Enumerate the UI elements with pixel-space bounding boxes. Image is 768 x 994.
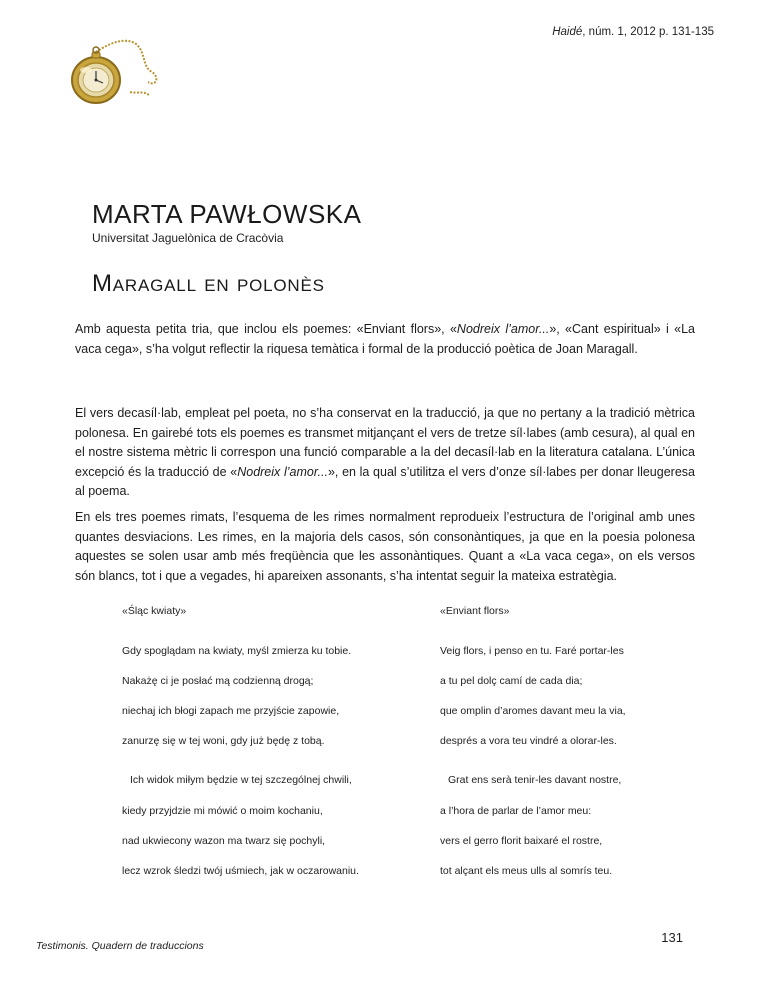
poem-line-pl-5: Ich widok miłym będzie w tej szczególnej chwili, <box>130 774 352 786</box>
poem-title-polish: «Śląc kwiaty» <box>122 605 187 617</box>
poem-line-ca-6: a l’hora de parlar de l’amor meu: <box>440 805 592 817</box>
author-name: MARTA PAWŁOWSKA <box>92 199 362 229</box>
poem-line-pl-6: kiedy przyjdzie mi mówić o moim kochaniu, <box>122 805 323 817</box>
article-title: Maragall en polonès <box>92 270 325 297</box>
poem-line-ca-7: vers el gerro florit baixaré el rostre, <box>440 835 603 847</box>
poem-line-pl-1: Gdy spoglądam na kwiaty, myśl zmierza ku tobie. <box>122 645 352 657</box>
poem-title-catalan: «Enviant flors» <box>440 605 510 617</box>
poem-line-pl-8: lecz wzrok śledzi twój uśmiech, jak w oczarowaniu. <box>122 865 359 877</box>
paragraph-1-italic-title: Nodreix l’amor... <box>456 322 550 336</box>
paragraph-2 <box>75 404 695 502</box>
poem-line-ca-5: Grat ens serà tenir-les davant nostre, <box>448 774 622 786</box>
page-number: 131 <box>661 930 683 945</box>
poem-line-ca-1: Veig flors, i penso en tu. Faré portar-les <box>440 645 624 657</box>
journal-citation <box>552 26 714 38</box>
poem-line-pl-2: Nakażę ci je posłać mą codzienną drogą; <box>122 675 314 687</box>
paragraph-3: En els tres poemes rimats, l’esquema de les rimes normalment reprodueix l’estructura de l’original amb unes quantes desviacions. Les rimes, en la majoria dels casos, són consonàntiques, ja que en la poesia polonesa aquestes se solen usar amb més freqüència que les assonàntiques. Quant a «La vaca cega», on els versos són blancs, tot i que a vegades, hi apareixen assonants, s’ha intentat seguir la mateixa estratègia. <box>75 510 695 583</box>
poem-line-pl-3: niechaj ich błogi zapach me przyjście zapowie, <box>122 705 340 717</box>
citation-details: , núm. 1, 2012 p. 131-135 <box>582 26 714 38</box>
pocket-watch-icon <box>56 22 166 122</box>
poem-line-ca-2: a tu pel dolç camí de cada dia; <box>440 675 583 687</box>
author-affiliation: Universitat Jaguelònica de Cracòvia <box>92 231 284 245</box>
poem-line-ca-4: després a vora teu vindré a olorar-les. <box>440 735 617 747</box>
paragraph-1-text-c: », «Cant espiritual» i «La vaca cega», s’ha volgut reflectir la riquesa temàtica i formal de la producció poètica de Joan Maragall. <box>75 322 695 356</box>
paragraph-2-text-a: El vers decasíl·lab, empleat pel poeta, no s’ha conservat en la traducció, ja que no pertany a la tradició mètrica polonesa. En gairebé tots els poemes es transmet mitjançant el vers de tretze síl·labes (amb cesura), al qual en el nostre sistema mètric li correspon una funció comparable a la del decasíl·lab en la literatura catalana. L’única excepció és la traducció de « <box>75 406 695 479</box>
paragraph-1-text-a: Amb aquesta petita tria, que inclou els poemes: «Enviant flors», « <box>75 322 457 336</box>
poem-line-ca-3: que omplin d’aromes davant meu la via, <box>440 705 626 717</box>
paragraph-1 <box>75 320 695 359</box>
poem-line-pl-7: nad ukwiecony wazon ma twarz się pochyli, <box>122 835 326 847</box>
paragraph-2-italic-title: Nodreix l’amor... <box>237 464 328 479</box>
paragraph-2-text-c: », en la qual s’utilitza el vers d’onze síl·labes per donar lleugeresa al poema. <box>75 464 695 498</box>
publication-footer: Testimonis. Quadern de traduccions <box>36 940 204 952</box>
journal-name: Haidé <box>552 26 583 38</box>
poem-line-pl-4: zanurzę się w tej woni, gdy już będę z tobą. <box>122 735 325 747</box>
poem-line-ca-8: tot alçant els meus ulls al somrís teu. <box>440 865 613 877</box>
